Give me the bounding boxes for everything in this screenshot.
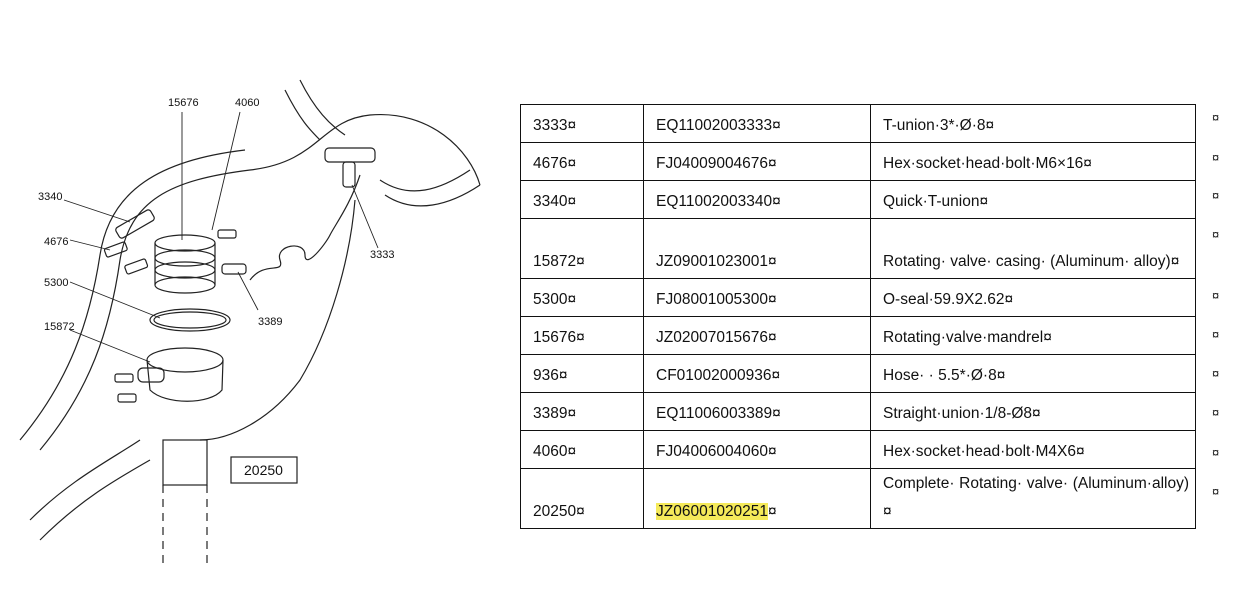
cell-code: 15676¤ (521, 317, 644, 355)
mandrel-ring (155, 250, 215, 266)
cell-code: 15872¤ (521, 219, 644, 279)
o-seal (154, 312, 226, 328)
cell-description: Complete· Rotating· valve· (Aluminum·alloy)¤ (871, 469, 1196, 529)
cell-description: Quick·T-union¤ (871, 181, 1196, 219)
casing-port (138, 368, 164, 382)
cell-part-number: JZ09001023001¤ (644, 219, 871, 279)
row-end-marker: ¤ (1212, 327, 1220, 342)
table-row (521, 317, 1196, 355)
t-union-stem (343, 162, 355, 187)
bolt (115, 374, 133, 382)
callout-label: 3333 (370, 249, 395, 261)
row-end-marker: ¤ (1212, 405, 1220, 420)
bolt (118, 394, 136, 402)
table-row (521, 431, 1196, 469)
table-row (521, 143, 1196, 181)
cell-part-number: FJ04006004060¤ (644, 431, 871, 469)
casing-body (147, 360, 223, 401)
hose-outline (40, 115, 480, 450)
cell-code: 3333¤ (521, 105, 644, 143)
row-end-marker: ¤ (1212, 366, 1220, 381)
cell-code: 20250¤ (521, 469, 644, 529)
parts-table (520, 104, 1196, 529)
straight-union (222, 264, 246, 274)
table-row (521, 469, 1196, 529)
row-end-marker: ¤ (1212, 484, 1220, 499)
cell-description: Rotating·valve·mandrel¤ (871, 317, 1196, 355)
hose-outline (380, 170, 470, 191)
callout-label: 4676 (44, 236, 69, 248)
cell-code: 936¤ (521, 355, 644, 393)
mandrel-top (155, 235, 215, 251)
valve-cylinder-dashed (163, 485, 207, 565)
mandrel-ring (155, 262, 215, 278)
cell-part-number: JZ02007015676¤ (644, 317, 871, 355)
table-row (521, 105, 1196, 143)
cell-description: O-seal·59.9X2.62¤ (871, 279, 1196, 317)
cell-description: Rotating· valve· casing· (Aluminum· alloy)¤ (871, 219, 1196, 279)
coiled-hose (250, 175, 360, 280)
callout-label: 3389 (258, 316, 283, 328)
cell-part-number: FJ08001005300¤ (644, 279, 871, 317)
callout-label: 3340 (38, 191, 63, 203)
row-end-marker: ¤ (1212, 150, 1220, 165)
bolt (218, 230, 236, 238)
cell-description: Hex·socket·head·bolt·M4X6¤ (871, 431, 1196, 469)
cell-description: Hose· · 5.5*·Ø·8¤ (871, 355, 1196, 393)
bolt (124, 258, 148, 274)
cell-part-number: EQ11002003333¤ (644, 105, 871, 143)
hose-outline (285, 90, 320, 140)
table-row (521, 355, 1196, 393)
table-row (521, 181, 1196, 219)
mandrel-bottom (155, 277, 215, 293)
table-row (521, 393, 1196, 431)
assembly-label: 20250 (244, 462, 283, 478)
callout-label: 5300 (44, 277, 69, 289)
quick-t-union (115, 209, 156, 239)
row-end-marker: ¤ (1212, 227, 1220, 242)
callout-label: 15676 (168, 97, 199, 109)
t-union (325, 148, 375, 162)
cell-code: 3389¤ (521, 393, 644, 431)
highlighted-part-number: JZ06001020251 (656, 503, 769, 520)
row-end-marker: ¤ (1212, 188, 1220, 203)
cell-code: 5300¤ (521, 279, 644, 317)
cell-code: 4676¤ (521, 143, 644, 181)
row-end-marker: ¤ (1212, 445, 1220, 460)
cell-part-number: EQ11006003389¤ (644, 393, 871, 431)
hose-outline (30, 440, 140, 520)
cell-description: T-union·3*·Ø·8¤ (871, 105, 1196, 143)
cell-part-number: EQ11002003340¤ (644, 181, 871, 219)
exploded-parts-diagram (0, 0, 500, 599)
cell-code: 4060¤ (521, 431, 644, 469)
callout-label: 15872 (44, 321, 75, 333)
row-end-marker: ¤ (1212, 288, 1220, 303)
hose-outline (300, 80, 345, 135)
callout-label: 4060 (235, 97, 260, 109)
cell-part-number (644, 469, 871, 529)
cell-end-mark: ¤ (768, 503, 777, 520)
table-row (521, 279, 1196, 317)
cell-description: Straight·union·1/8-Ø8¤ (871, 393, 1196, 431)
hose-outline (40, 460, 150, 540)
row-end-marker: ¤ (1212, 110, 1220, 125)
cell-description: Hex·socket·head·bolt·M6×16¤ (871, 143, 1196, 181)
cell-code: 3340¤ (521, 181, 644, 219)
valve-cylinder (163, 440, 207, 485)
cell-part-number: CF01002000936¤ (644, 355, 871, 393)
table-row (521, 219, 1196, 279)
cell-part-number: FJ04009004676¤ (644, 143, 871, 181)
